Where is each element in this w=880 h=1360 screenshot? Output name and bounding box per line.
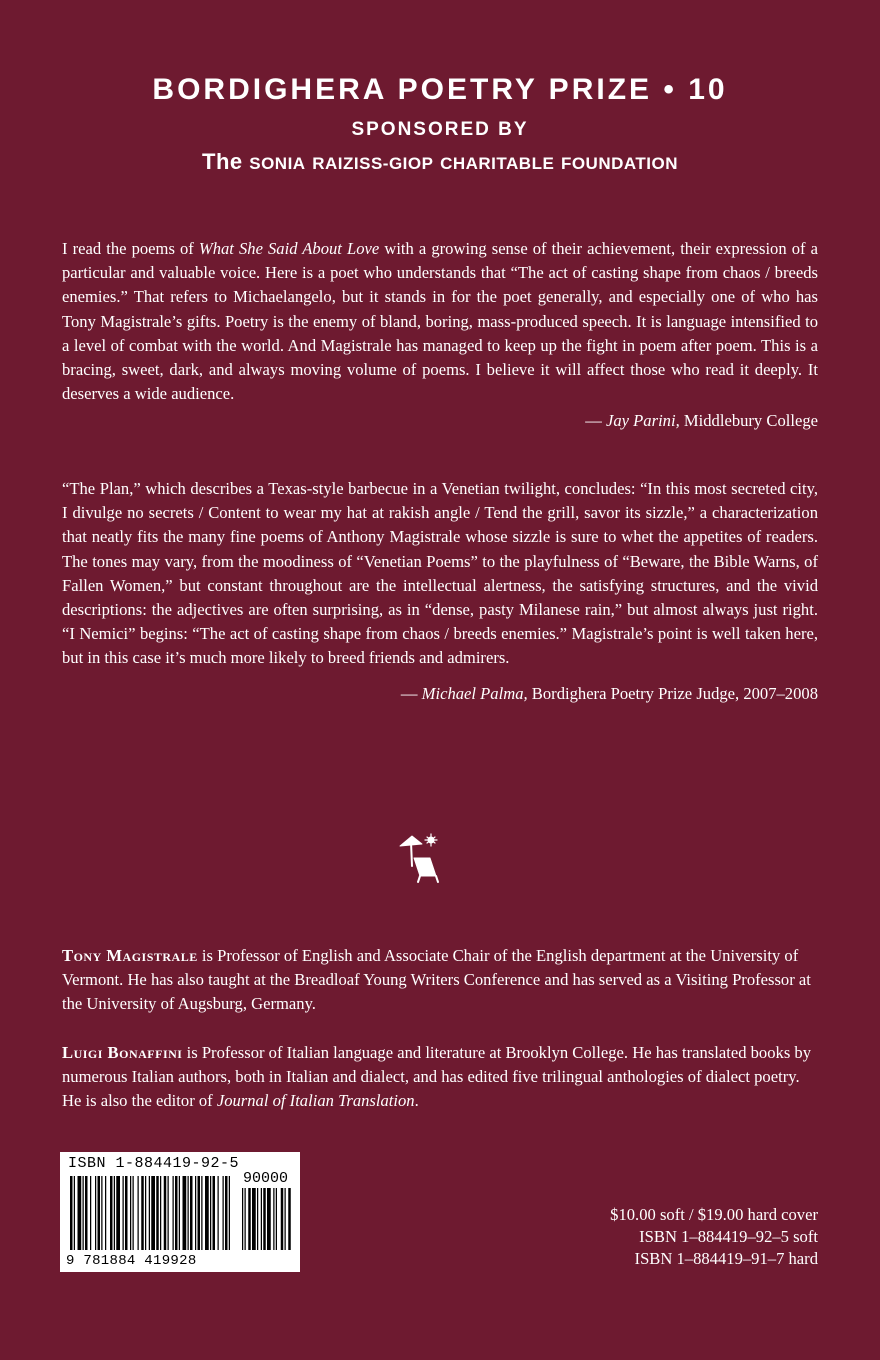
foundation-word: The [202, 149, 243, 174]
bio-text: . [414, 1091, 419, 1111]
barcode-bar [223, 1176, 224, 1250]
barcode-bar [151, 1176, 155, 1250]
publisher-logo-icon [398, 832, 442, 884]
barcode-bar [123, 1176, 124, 1250]
author-bio [62, 944, 818, 1017]
barcode-addon-bar [242, 1188, 243, 1250]
bio-text: is Professor of English and Associate Chair of the English department at the University of Vermont. He has also taught at the Breadloaf Young Writers Conference and has served as a Visiting Professor at the University of Augsburg, Germany. [62, 946, 811, 1014]
barcode-bar [145, 1176, 146, 1250]
barcode-bar [179, 1176, 180, 1250]
barcode-bar [229, 1176, 230, 1250]
barcode-bar [164, 1176, 167, 1250]
barcode-bar [70, 1176, 73, 1250]
prize-title: BORDIGHERA POETRY PRIZE • 10 [152, 73, 728, 106]
blurb-palma [62, 477, 818, 706]
barcode-bar [173, 1176, 174, 1250]
barcode-bar [130, 1176, 131, 1250]
isbn-soft: ISBN 1–884419–92–5 soft [639, 1227, 818, 1246]
author-name: Tony Magistrale [62, 946, 198, 965]
barcode-bar [183, 1176, 187, 1250]
blurb-text [62, 237, 818, 406]
blurb-attribution [62, 682, 818, 706]
barcode-addon-bar [257, 1188, 258, 1250]
barcode-addon: 90000 [243, 1170, 289, 1187]
barcode [60, 1152, 300, 1272]
barcode-bar [201, 1176, 202, 1250]
barcode-bar [156, 1176, 159, 1250]
barcode-bar [149, 1176, 150, 1250]
price-line: $10.00 soft / $19.00 hard cover [610, 1205, 818, 1224]
sponsored-by: SPONSORED BY [351, 119, 529, 140]
barcode-bar [95, 1176, 96, 1250]
blurb-attribution [62, 409, 818, 433]
header [0, 72, 880, 178]
barcode-bar [74, 1176, 75, 1250]
barcode-ean: 9 781884 419928 [66, 1253, 197, 1269]
barcode-bar [210, 1176, 211, 1250]
barcode-addon-bar [267, 1188, 271, 1250]
attr-affiliation: Bordighera Poetry Prize Judge, 2007–2008 [527, 683, 818, 703]
barcode-bar [98, 1176, 101, 1250]
barcode-addon-bar [263, 1188, 266, 1250]
isbn-hard: ISBN 1–884419–91–7 hard [634, 1249, 818, 1268]
barcode-addon-bar [285, 1188, 286, 1250]
attr-dash: — [585, 411, 606, 431]
barcode-bar [160, 1176, 161, 1250]
foundation-word: SONIA [249, 154, 306, 173]
bio-text: is Professor of Italian language and literature at Brooklyn College. He has translated books by numerous Italian authors, both in Italian and dialect, and has edited five trilingual anthologies of dialect poetry. He is also the editor of [62, 1043, 812, 1111]
price-block [610, 1204, 818, 1270]
barcode-bar [101, 1176, 102, 1250]
barcode-addon-bar [281, 1188, 284, 1250]
barcode-bar [78, 1176, 82, 1250]
barcode-bar [188, 1176, 189, 1250]
barcode-bars [60, 1172, 300, 1254]
foundation-word: CHARITABLE [440, 154, 555, 173]
barcode-bar [133, 1176, 134, 1250]
barcode-bar [125, 1176, 128, 1250]
blurb-parini [62, 237, 818, 434]
barcode-bar [141, 1176, 144, 1250]
barcode-bar [116, 1176, 120, 1250]
foundation-name [0, 148, 880, 178]
foundation-word: RAIZISS-GIOP [312, 154, 434, 173]
barcode-bar [195, 1176, 196, 1250]
barcode-bar [198, 1176, 201, 1250]
journal-title: Journal of Italian Translation [216, 1091, 415, 1111]
barcode-bar [105, 1176, 106, 1250]
book-title: What She Said About Love [198, 239, 380, 258]
barcode-bar [85, 1176, 88, 1250]
translator-name: Luigi Bonaffini [62, 1043, 183, 1062]
foundation-word: FOUNDATION [560, 154, 678, 173]
barcode-addon-bar [261, 1188, 262, 1250]
barcode-addon-bar [252, 1188, 256, 1250]
barcode-bar [190, 1176, 193, 1250]
barcode-bar [205, 1176, 209, 1250]
barcode-bar [175, 1176, 178, 1250]
barcode-isbn: ISBN 1-884419-92-5 [68, 1155, 240, 1172]
barcode-addon-bar [276, 1188, 277, 1250]
blurb-text-part: with a growing sense of their achievement, their expression of a particular and valuable voice. Here is a poet who understands that “The act of casting shape from chaos / breeds enemies.” That refers to Michaelangelo, but it stands in for the poet generally, and especially one of who has Tony Magistrale’s gifts. Poetry is the enemy of bland, boring, mass-produced speech. It is language intensified to a level of combat with the world. And Magistrale has managed to keep up the fight in poem after poem. This is a bracing, sweet, dark, and always moving volume of poems. I believe it will affect those who read it deeply. It deserves a wide audience. [62, 239, 818, 404]
barcode-bar [83, 1176, 84, 1250]
barcode-addon-bar [288, 1188, 291, 1250]
barcode-bar [138, 1176, 139, 1250]
attr-dash: — [400, 683, 422, 703]
barcode-bar [114, 1176, 115, 1250]
barcode-bar [225, 1176, 228, 1250]
barcode-bar [213, 1176, 216, 1250]
barcode-addon-bar [273, 1188, 274, 1250]
barcode-bar [110, 1176, 113, 1250]
translator-bio [62, 1041, 818, 1114]
barcode-addon-bar [245, 1188, 246, 1250]
blurb-text-part: I read the poems of [62, 239, 199, 258]
attr-name: Michael Palma, [421, 683, 528, 703]
attr-affiliation: Middlebury College [679, 411, 818, 431]
barcode-bar [218, 1176, 219, 1250]
barcode-bar [90, 1176, 91, 1250]
barcode-addon-bar [248, 1188, 251, 1250]
blurb-text: “The Plan,” which describes a Texas-style barbecue in a Venetian twilight, concludes: “In this most secreted city, I divulge no secrets / Content to wear my hat at rakish angle / Tend the grill, savor its sizzle,” a characterization that neatly fits the many fine poems of Anthony Magistrale whose sizzle is sure to whet the appetites of readers. The tones may vary, from the moodiness of “Venetian Poems” to the playfulness of “Beware, the Bible Warns, of Fallen Women,” but constant throughout are the intellectual alertness, the satisfying structures, and the vivid descriptions: the adjectives are often surprising, as in “dense, pasty Milanese rain,” but almost always just right. “I Nemici” begins: “The act of casting shape from chaos / breeds enemies.” Magistrale’s point is well taken here, but in this case it’s much more likely to breed friends and admirers. [62, 479, 818, 668]
attr-name: Jay Parini, [606, 411, 680, 431]
barcode-bar [168, 1176, 169, 1250]
